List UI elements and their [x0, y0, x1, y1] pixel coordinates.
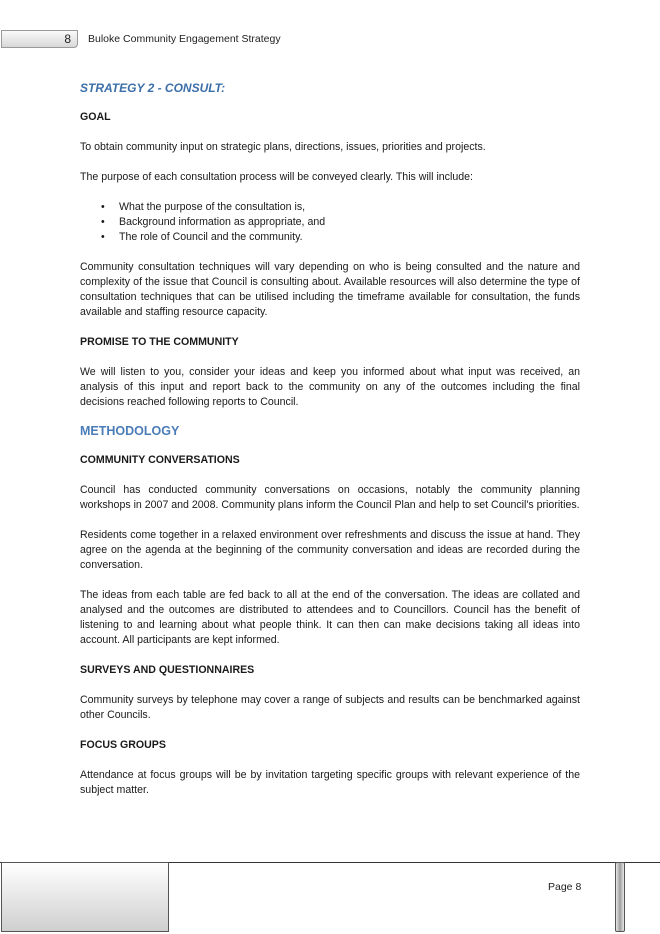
conversations-paragraph-1: Council has conducted community conversations on occasions, notably the community planning workshops in 2007 and 2008. Community plans inform the Council Plan and help to set Council's priorities. — [80, 484, 580, 511]
bullet-icon: • — [101, 231, 105, 243]
surveys-heading: SURVEYS AND QUESTIONNAIRES — [80, 664, 255, 676]
footer-decor-box — [1, 862, 169, 932]
footer-page-label: Page 8 — [548, 881, 582, 893]
conversations-paragraph-2: Residents come together in a relaxed environment over refreshments and discuss the issue at hand. They agree on the agenda at the beginning of the community conversation and ideas are recorded during the conversation. — [80, 529, 580, 571]
document-body — [80, 80, 580, 798]
goal-text: To obtain community input on strategic plans, directions, issues, priorities and projects. — [80, 141, 486, 153]
header-page-number: 8 — [1, 30, 78, 48]
list-item: • What the purpose of the consultation is, — [101, 201, 306, 213]
bullet-icon: • — [101, 216, 105, 228]
strategy-heading: STRATEGY 2 - CONSULT: — [80, 81, 226, 95]
footer-decor-bar — [615, 862, 625, 932]
focus-groups-heading: FOCUS GROUPS — [80, 739, 166, 751]
conversations-heading: COMMUNITY CONVERSATIONS — [80, 454, 240, 466]
list-item: • Background information as appropriate, and — [101, 216, 326, 228]
bullet-icon: • — [101, 201, 105, 213]
methodology-heading: METHODOLOGY — [80, 424, 180, 438]
goal-heading: GOAL — [80, 111, 111, 123]
focus-groups-paragraph: Attendance at focus groups will be by invitation targeting specific groups with relevant experience of the subject matter. — [80, 769, 580, 796]
techniques-paragraph: Community consultation techniques will vary depending on who is being consulted and the nature and complexity of the issue that Council is consulting about. Available resources will also determine the type of consultation techniques that can be utilised including the timeframe available for consultation, the funds available and staffing resource capacity. — [80, 261, 580, 318]
promise-heading: PROMISE TO THE COMMUNITY — [80, 336, 239, 348]
purpose-intro: The purpose of each consultation process will be conveyed clearly. This will include: — [80, 171, 473, 183]
purpose-list — [80, 200, 580, 245]
header-title: Buloke Community Engagement Strategy — [88, 33, 281, 45]
surveys-paragraph: Community surveys by telephone may cover a range of subjects and results can be benchmarked against other Councils. — [80, 694, 580, 721]
list-item: • The role of Council and the community. — [101, 231, 303, 243]
conversations-paragraph-3: The ideas from each table are fed back to all at the end of the conversation. The ideas are collated and analysed and the outcomes are distributed to attendees and to Councillors. Council has the benefit of listening to and learning about what people think. It can then can make decisions taking all ideas into account. All participants are kept informed. — [80, 589, 580, 646]
promise-paragraph: We will listen to you, consider your ideas and keep you informed about what input was received, an analysis of this input and report back to the community on any of the outcomes including the final decisions reached following reports to Council. — [80, 366, 580, 408]
